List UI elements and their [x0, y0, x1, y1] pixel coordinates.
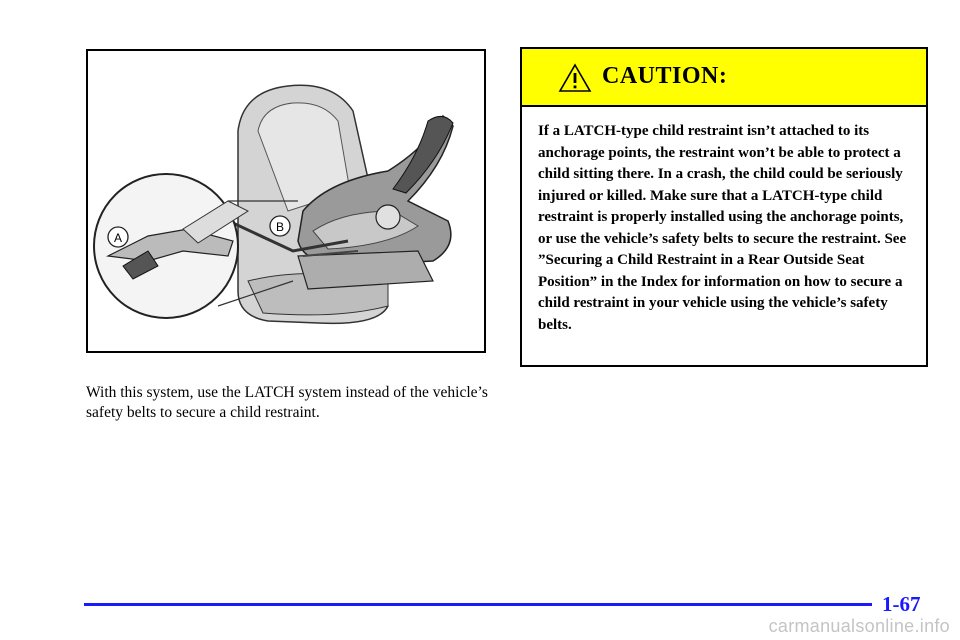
caution-title: CAUTION: [602, 63, 728, 89]
caution-box [520, 47, 928, 367]
child-seat-illustration [86, 49, 486, 353]
watermark: carmanualsonline.info [768, 616, 950, 636]
body-paragraph: With this system, use the LATCH system instead of the vehicle’s safety belts to secure a child restraint. [86, 384, 488, 421]
callout-b-label: B [275, 220, 285, 234]
latch-diagram [88, 51, 484, 351]
warning-triangle-icon [558, 63, 592, 93]
caution-header [522, 49, 926, 107]
carrier-pivot [376, 205, 400, 229]
restraint-base [298, 251, 433, 289]
callout-a-label: A [113, 231, 123, 245]
page-number: 1-67 [882, 592, 921, 616]
caution-text: If a LATCH-type child restraint isn’t attached to its anchorage points, the restraint won’t be able to protect a child sitting there. In a crash, the child could be seriously injured or killed. Make sure that a LATCH-type child restraint is properly installed using the anchorage points, or use the vehicle’s safety belts to secure the restraint. See ”Securing a Child Restraint in a Rear Outside Seat Position” in the Index for information on how to secure a child restraint in your vehicle using the vehicle’s safety belts. [538, 123, 907, 333]
footer-rule [84, 603, 872, 606]
